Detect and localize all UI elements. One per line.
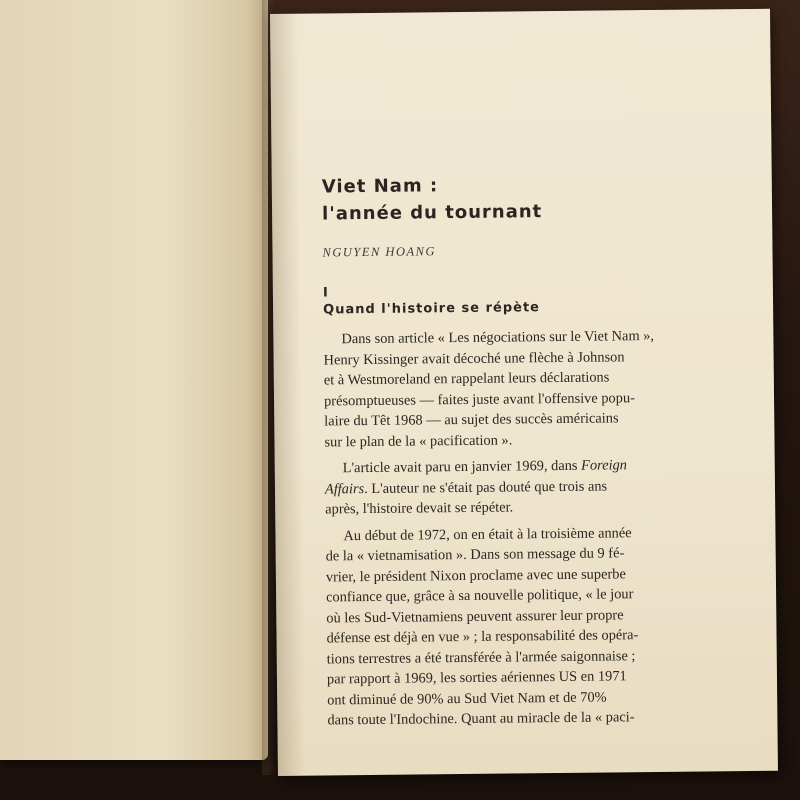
paragraph-line: par rapport à 1969, les sorties aériennes US en 1971: [326, 668, 627, 688]
paragraph-line: vrier, le président Nixon proclame avec une superbe: [325, 565, 626, 585]
article-author: NGUYEN HOANG: [322, 244, 437, 260]
paragraph-text: L'article avait paru en janvier 1969, dans: [342, 457, 582, 477]
section-heading: Quand l'histoire se répète: [323, 300, 541, 318]
article-body: [322, 169, 748, 731]
paragraph-line: confiance que, grâce à sa nouvelle politique, « le jour: [326, 586, 634, 606]
journal-name: Foreign: [581, 457, 628, 474]
paragraph-line: où les Sud-Vietnamiens peuvent assurer leur propre: [326, 606, 624, 626]
paragraph-line: de la « vietnamisation ». Dans son message du 9 fé-: [325, 545, 625, 565]
paragraph-line: sur le plan de la « pacification ».: [324, 431, 513, 450]
section-number: I: [322, 285, 328, 301]
journal-name: Affairs: [324, 480, 365, 497]
paragraph-line: et à Westmoreland en rappelant leurs déclarations: [323, 369, 610, 389]
paragraph-line: après, l'histoire devait se répéter.: [325, 499, 514, 518]
paragraph-line: Au début de 1972, on en était à la troisième année: [343, 524, 632, 544]
paragraph-text: . L'auteur ne s'était pas douté que trois ans: [364, 477, 608, 497]
paragraph-line: laire du Têt 1968 — au sujet des succès américains: [324, 410, 619, 430]
article-title: [322, 169, 743, 227]
paragraph-line: défense est déjà en vue » ; la responsabilité des opéra-: [326, 627, 639, 647]
paragraph-1: [323, 325, 744, 452]
article-title-line-2: l'année du tournant: [321, 201, 543, 225]
paragraph-line: présomptueuses — faites juste avant l'offensive popu-: [323, 389, 635, 409]
paragraph-line: dans toute l'Indochine. Quant au miracle de la « paci-: [327, 709, 635, 729]
paragraph-line: Dans son article « Les négociations sur le Viet Nam »,: [341, 327, 655, 348]
right-page: [270, 9, 778, 776]
paragraph-line: ont diminué de 90% au Sud Viet Nam et de 70%: [327, 689, 607, 708]
article-title-line-1: Viet Nam :: [321, 175, 439, 198]
paragraph-line: tions terrestres a été transférée à l'armée saigonnaise ;: [326, 647, 636, 667]
left-blank-page: [0, 0, 268, 760]
paragraph-2: [325, 454, 746, 520]
paragraph-3: [325, 522, 747, 731]
paragraph-line: Henry Kissinger avait décoché une flèche à Johnson: [323, 348, 625, 368]
